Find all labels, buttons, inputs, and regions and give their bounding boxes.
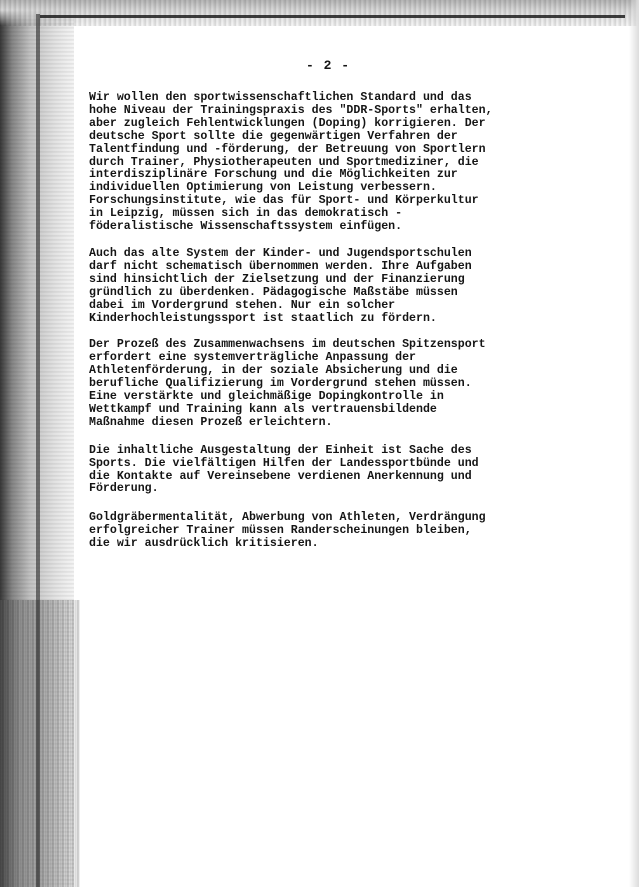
text-line: Wettkampf und Training kann als vertrauensbildende [89,402,437,416]
paragraph-youth-sports-schools [89,248,609,325]
text-line: Kinderhochleistungssport ist staatlich zu fördern. [89,311,437,325]
text-line: Der Prozeß des Zusammenwachsens im deutschen Spitzensport [89,338,486,352]
text-line: Forschungsinstitute, wie das für Sport- und Körperkultur [89,194,479,208]
text-line: Talentfindung und -förderung, der Betreuung von Sportlern [89,142,486,156]
scan-edge-top [40,15,625,18]
paragraph-athlete-support [89,339,609,429]
text-line: gründlich zu überdenken. Pädagogische Maßstäbe müssen [89,285,458,299]
text-line: föderalistische Wissenschaftssystem einfügen. [89,220,403,234]
paragraph-unity-content [89,445,609,497]
paragraph-gold-rush-criticism [89,512,609,551]
text-line: hohe Niveau der Trainingspraxis des "DDR-Sports" erhalten, [89,103,493,117]
text-line: aber zugleich Fehlentwicklungen (Doping) korrigieren. Der [89,116,486,130]
text-line: individuellen Optimierung von Leistung verbessern. [89,181,437,195]
text-line: durch Trainer, Physiotherapeuten und Sportmediziner, die [89,155,479,169]
text-line: die wir ausdrücklich kritisieren. [89,537,319,551]
text-line: Eine verstärkte und gleichmäßige Dopingkontrolle in [89,390,444,404]
text-line: Förderung. [89,482,159,496]
page-number: - 2 - [306,58,351,73]
text-line: sind hinsichtlich der Zielsetzung und der Finanzierung [89,272,465,286]
scan-edge-left [36,14,40,887]
text-line: Sports. Die vielfältigen Hilfen der Landessportbünde und [89,456,479,470]
text-line: Maßnahme diesen Prozeß erleichtern. [89,415,333,429]
text-line: erfolgreicher Trainer müssen Randerscheinungen bleiben, [89,524,472,538]
text-line: interdisziplinäre Forschung und die Möglichkeiten zur [89,168,458,182]
text-line: Athletenförderung, in der soziale Absicherung und die [89,364,458,378]
text-line: dabei im Vordergrund stehen. Nur ein solcher [89,298,396,312]
text-line: erfordert eine systemverträgliche Anpassung der [89,351,416,365]
text-line: darf nicht schematisch übernommen werden. Ihre Aufgaben [89,259,472,273]
text-line: die Kontakte auf Vereinsebene verdienen Anerkennung und [89,469,472,483]
text-line: in Leipzig, müssen sich in das demokratisch - [89,207,403,221]
paragraph-sports-science [89,92,609,234]
text-line: Wir wollen den sportwissenschaftlichen Standard und das [89,91,472,104]
text-line: deutsche Sport sollte die gegenwärtigen Verfahren der [89,129,458,143]
text-line: Goldgräbermentalität, Abwerbung von Athleten, Verdrängung [89,511,486,525]
text-line: berufliche Qualifizierung im Vordergrund stehen müssen. [89,377,472,391]
text-line: Auch das alte System der Kinder- und Jugendsportschulen [89,246,472,260]
scan-shadow-right [629,0,639,887]
scan-noise-left-bottom [0,600,80,887]
text-line: Die inhaltliche Ausgestaltung der Einheit ist Sache des [89,443,472,457]
scan-shadow-top [0,0,639,26]
document-body [89,92,609,565]
